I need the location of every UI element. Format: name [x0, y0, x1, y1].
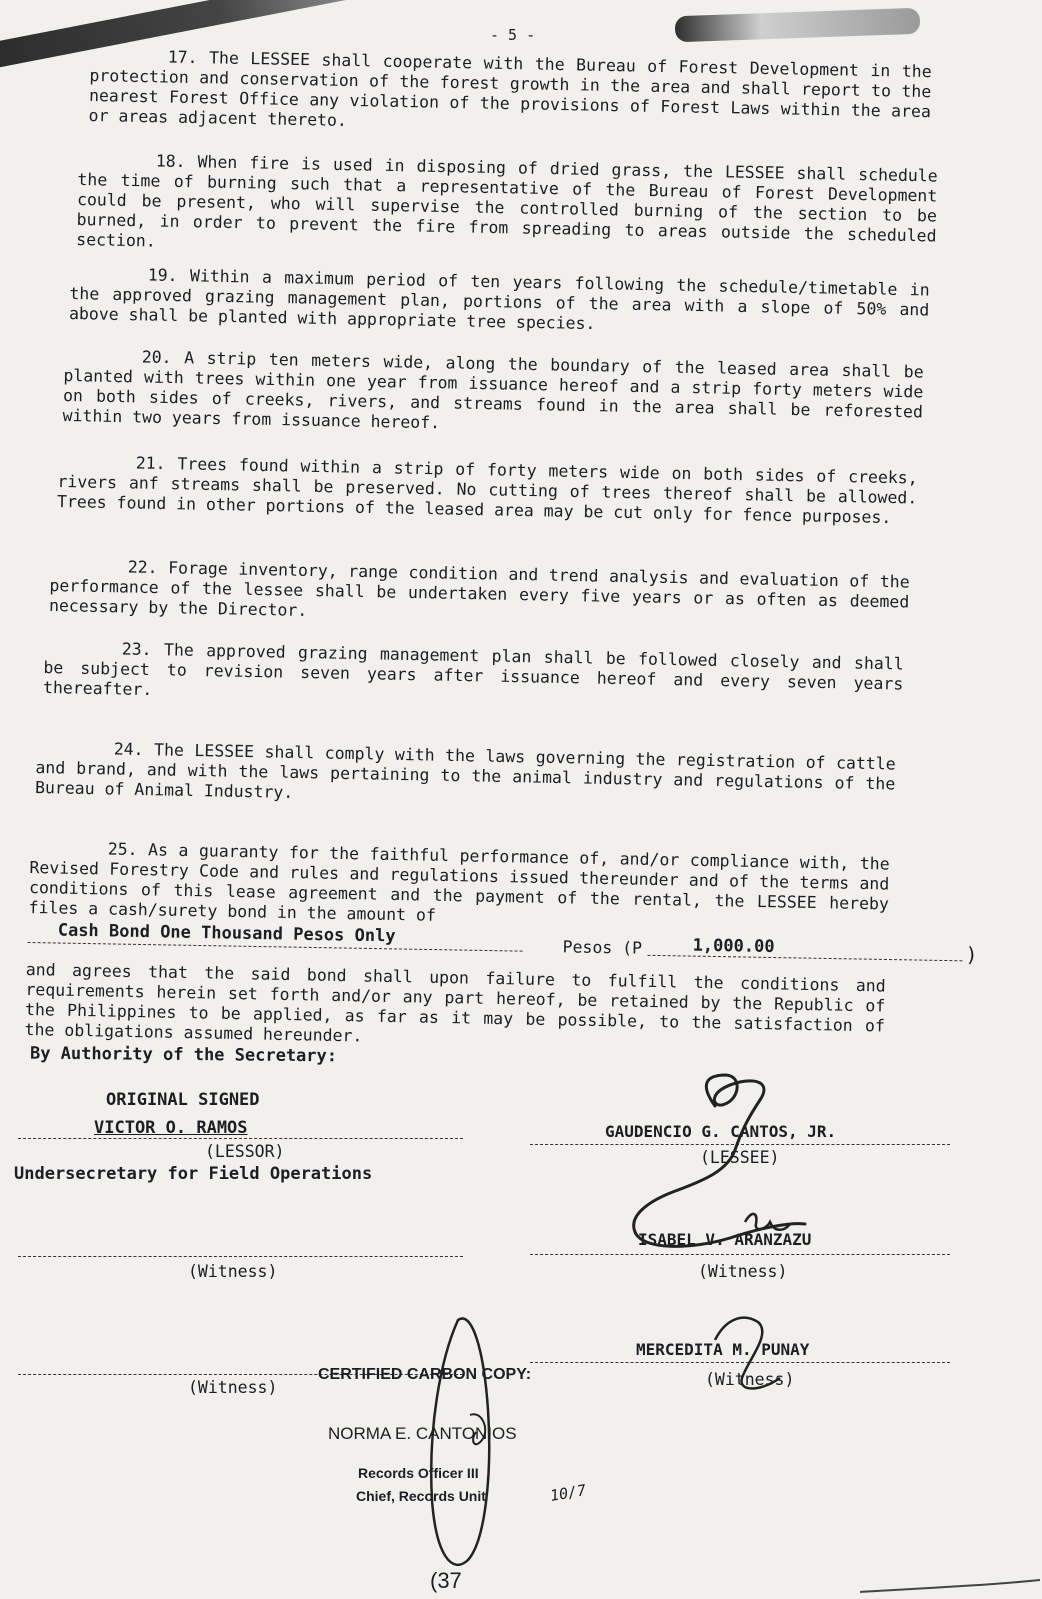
witness-left-2-role: (Witness)	[188, 1378, 278, 1397]
lessee-name: GAUDENCIO G. CANTOS, JR.	[605, 1122, 837, 1141]
paragraph-17: 17. The LESSEE shall cooperate with the Bureau of Forest Development in the protection and conservation of the forest growth in the area and shall report to the nearest Forest Office any violation of the provisions of Forest Laws within the area or areas adjacent thereto.	[88, 47, 932, 130]
amount-fill-line	[647, 955, 962, 961]
lessor-signature-line	[18, 1138, 463, 1139]
paragraph-18: 18. When fire is used in disposing of dried grass, the LESSEE shall schedule the time of burning such that a representative of the Bureau of Forest Development could be present, who will supervise the controlled burning of the section to be burned, in order to prevent the fire from spreading to areas outside the scheduled section.	[76, 151, 938, 251]
certifier-position: Records Officer III	[358, 1465, 479, 1481]
bond-filled-text: Cash Bond One Thousand Pesos Only	[57, 920, 396, 947]
paragraph-25: 25. As a guaranty for the faithful performance of, and/or compliance with, the Revised Forestry Code and rules and regulations issued thereunder and of the terms and conditions of this lease agreement and the payment of the rental, the LESSEE hereby files a cash/surety bond in the amount of	[28, 839, 890, 925]
witness-right-2-role: (Witness)	[705, 1370, 795, 1389]
witness-right-1-role: (Witness)	[698, 1262, 788, 1281]
close-paren: )	[965, 942, 978, 967]
bond-amount: 1,000.00	[692, 935, 775, 958]
pesos-label: Pesos (P	[562, 937, 643, 958]
lessor-title: Undersecretary for Field Operations	[14, 1164, 373, 1184]
lessor-role: (LESSOR)	[205, 1142, 285, 1161]
page-number: - 5 -	[490, 26, 536, 44]
paragraph-19: 19. Within a maximum period of ten years following the schedule/timetable in the approved grazing management plan, portions of the area with a slope of 50% and above shall be planted with appropriate tree species.	[68, 265, 930, 334]
page-footer-mark: (37	[430, 1568, 462, 1593]
original-signed-label: ORIGINAL SIGNED	[106, 1090, 260, 1110]
binder-clip-right	[675, 8, 921, 43]
paragraph-20: 20. A strip ten meters wide, along the boundary of the leased area shall be planted with trees within one year from issuance hereof and a strip forty meters wide on both sides of creeks, rivers, and streams found in the area shall be reforested within two years from issuance hereof.	[62, 347, 924, 433]
lessee-signature-line	[530, 1144, 950, 1145]
paragraph-24: 24. The LESSEE shall comply with the laws governing the registration of cattle and brand, and with the laws pertaining to the animal industry and regulations of the Bureau of Animal Industry.	[34, 739, 896, 802]
witness-right-2-line	[530, 1362, 950, 1363]
paragraph-21: 21. Trees found within a strip of forty meters wide on both sides of creeks, rivers anf streams shall be preserved. No cutting of trees thereof shall be allowed. Trees found in other portions of the leased area may be cut only for fence purposes.	[56, 453, 918, 528]
paragraph-22: 22. Forage inventory, range condition and trend analysis and evaluation of the performance of the lessee shall be undertaken every five years or as often as deemed necessary by the Director.	[48, 557, 910, 620]
certifier-name: NORMA E. CANTONIOS	[328, 1424, 517, 1443]
handwritten-date-note: 10/7	[548, 1481, 588, 1505]
certified-carbon-copy-stamp: CERTIFIED CARBON COPY:	[318, 1366, 532, 1383]
witness-right-1-name: ISABEL V. ARANZAZU	[638, 1230, 812, 1249]
witness-signature-aranzazu	[745, 1214, 790, 1230]
edge-smear	[860, 1580, 1040, 1592]
authority-line: By Authority of the Secretary:	[29, 1043, 338, 1067]
paragraph-23: 23. The approved grazing management plan shall be followed closely and shall be subject to revision seven years after issuance hereof and every seven years thereafter.	[42, 639, 904, 700]
paragraph-25-continued: and agrees that the said bond shall upon failure to fulfill the conditions and requirements herein set forth and/or any part hereof, be retained by the Republic of the Philippines to be applied, as far as it may be possible, to the satisfaction of the obligations assumed hereunder.	[24, 960, 886, 1046]
lessee-role: (LESSEE)	[700, 1148, 780, 1167]
witness-right-2-name: MERCEDITA M. PUNAY	[636, 1340, 810, 1359]
witness-left-1-role: (Witness)	[188, 1262, 278, 1281]
witness-right-1-line	[530, 1254, 950, 1255]
witness-left-1-line	[18, 1256, 463, 1257]
certifier-office: Chief, Records Unit	[356, 1488, 486, 1504]
lessor-name: VICTOR O. RAMOS	[94, 1118, 248, 1138]
